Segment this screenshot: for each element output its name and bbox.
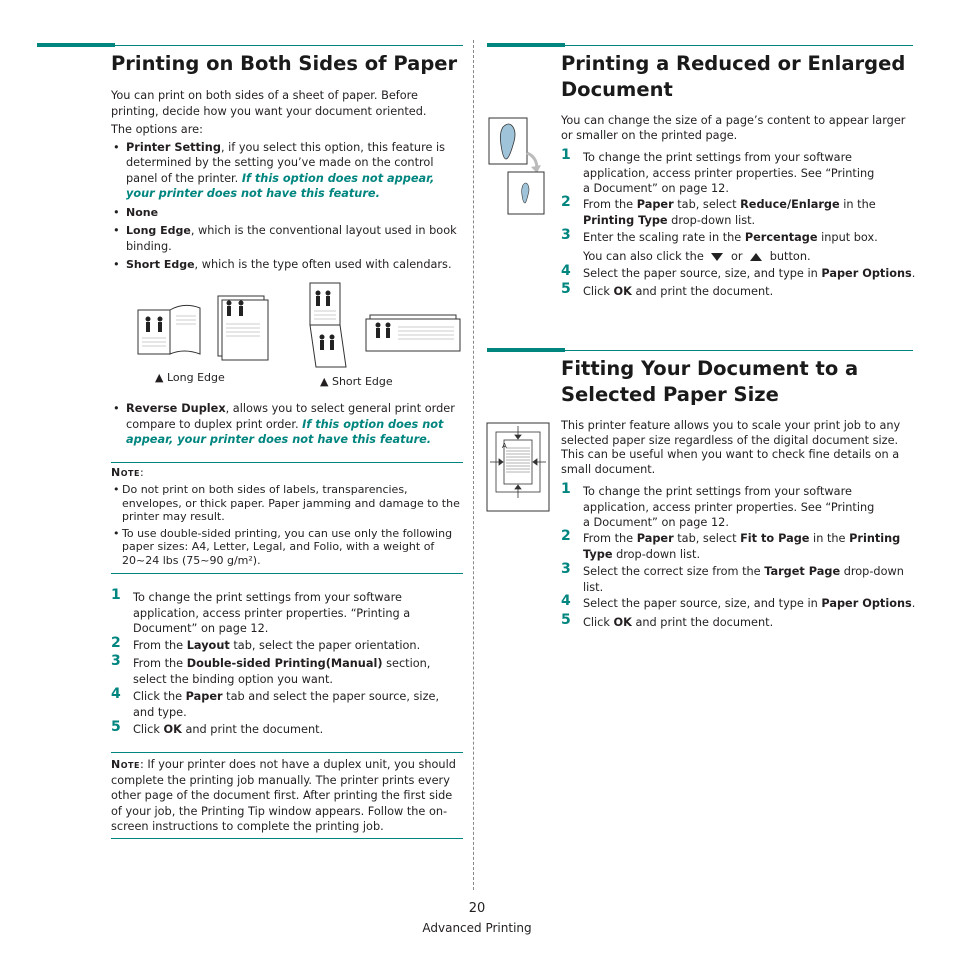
fit-illustration <box>486 422 550 512</box>
options-list <box>111 140 463 273</box>
options-label: The options are: <box>111 123 203 136</box>
reverse-duplex-block <box>111 401 463 448</box>
right1-header-bar-thick <box>487 43 565 47</box>
note1-top-rule <box>111 462 463 463</box>
option-long-edge: • Long Edge, which is the conventional layout used in book binding. <box>111 223 463 254</box>
note1 <box>111 466 463 567</box>
note1-item-2: • To use double-sided printing, you can use only the following paper sizes: A4, Letter, Legal, and Folio, with a weight of 20~24 lbs (75~90 g/m²). <box>111 527 463 568</box>
left-header-bar-thick <box>37 43 115 47</box>
page-title-duplex: Printing on Both Sides of Paper <box>111 52 458 75</box>
duplex-intro-text: You can print on both sides of a sheet of paper. Before printing, decide how you want your document oriented. <box>111 89 427 118</box>
page-title-reduce: Printing a Reduced or Enlarged Document <box>561 52 906 101</box>
right2-header-bar-thick <box>487 348 565 352</box>
page-title-fit: Fitting Your Document to a Selected Paper Size <box>561 357 859 406</box>
caption-short-edge: ▲ Short Edge <box>320 375 393 388</box>
option-reverse-duplex: • Reverse Duplex, allows you to select general print order compare to duplex print order. If this option does not appear, your printer does not have this feature. <box>111 401 463 448</box>
arrow-down-icon[interactable] <box>711 253 723 261</box>
option-none: • None <box>111 205 463 221</box>
caption-long-edge: ▲ Long Edge <box>155 371 225 384</box>
fit-figure-letter: A <box>502 442 507 450</box>
reduce-illustration <box>487 115 551 219</box>
note2-bottom-rule <box>111 838 463 839</box>
right2-header-bar-thin <box>565 350 913 351</box>
page-number: 20 <box>468 901 486 916</box>
note1-item-1: • Do not print on both sides of labels, transparencies, envelopes, or thick paper. Paper jamming and damage to the printer may result. <box>111 483 463 524</box>
column-divider <box>473 40 474 890</box>
note1-bottom-rule <box>111 573 463 574</box>
reduce-step-3-sub: You can also click the or button. <box>583 250 811 263</box>
fit-intro: This printer feature allows you to scale your print job to any selected paper size regardless of the digital document size. This can be useful when you want to check fine details on a small document. <box>561 419 901 476</box>
arrow-up-icon[interactable] <box>750 253 762 261</box>
note1-title: Note: <box>111 466 144 479</box>
short-edge-illustration <box>306 281 462 373</box>
long-edge-illustration <box>136 294 270 362</box>
left-header-bar-thin <box>115 45 463 46</box>
footer-section: Advanced Printing <box>422 921 532 935</box>
duplex-intro <box>111 88 463 273</box>
note1-list <box>111 483 463 567</box>
reduce-intro: You can change the size of a page’s content to appear larger or smaller on the printed page. <box>561 114 906 142</box>
note2: Note: If your printer does not have a duplex unit, you should complete the printing job manually. The printer prints every other page of the document first. After printing the first side of your job, the Printing Tip window appears. Follow the on-screen instructions to complete the printing job. <box>111 758 456 834</box>
right1-header-bar-thin <box>565 45 913 46</box>
option-printer-setting: • Printer Setting, if you select this option, this feature is determined by the setting you’ve made on the control panel of the printer. If this option does not appear, your printer does not have this feature. <box>111 140 463 202</box>
option-short-edge: • Short Edge, which is the type often used with calendars. <box>111 257 463 273</box>
note2-top-rule <box>111 752 463 753</box>
